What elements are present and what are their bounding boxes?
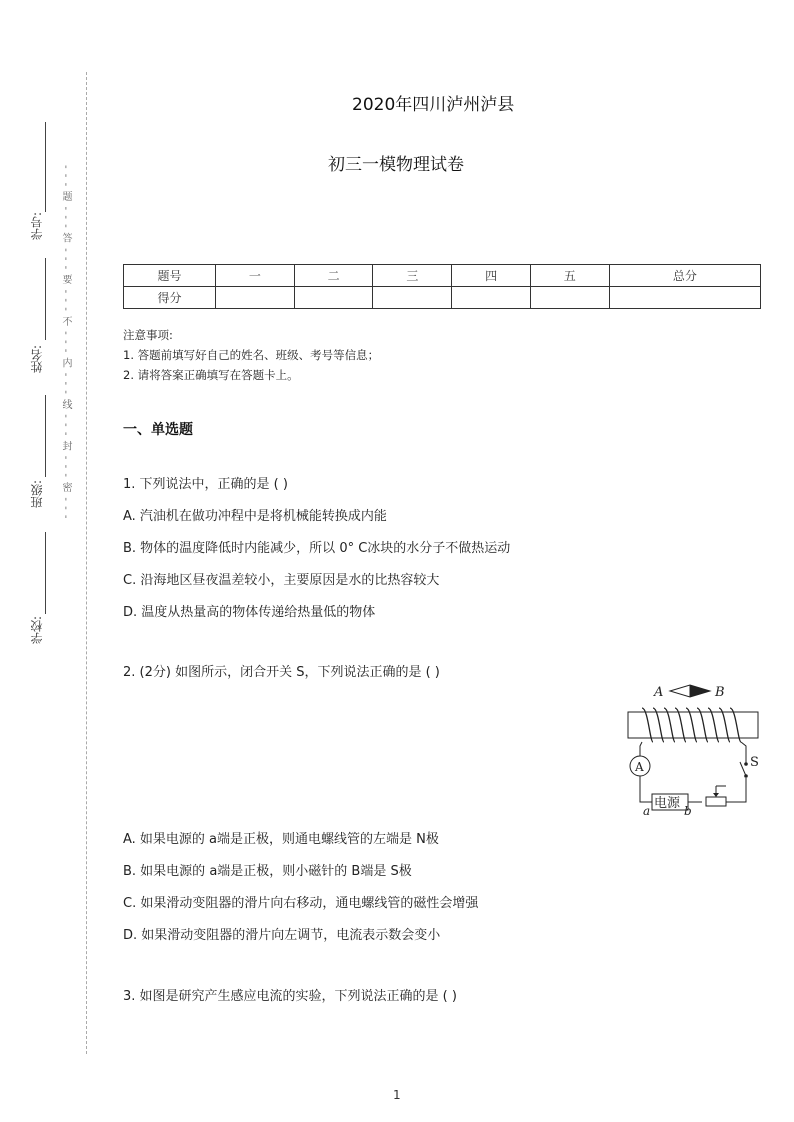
notice-item: 2. 请将答案正确填写在答题卡上。 (123, 368, 299, 382)
notice-item: 1. 答题前填写好自己的姓名、班级、考号等信息； (123, 348, 380, 362)
question-option: B. 物体的温度降低时内能减少，所以 0° C冰块的水分子不做热运动 (123, 541, 511, 556)
seal-dashed-line (86, 72, 87, 1054)
score-input-cell (530, 287, 609, 309)
solenoid-circuit-figure (620, 678, 770, 820)
exam-title: 2020年四川泸州泸县 (352, 95, 515, 115)
question-option: B. 如果电源的 a端是正极，则小磁针的 B端是 S极 (123, 864, 412, 879)
score-table-cell: 二 (294, 265, 373, 287)
terminal-b-label: b (684, 804, 692, 818)
terminal-a-label: a (643, 804, 651, 818)
rheostat (706, 797, 726, 806)
question-option: A. 汽油机在做功冲程中是将机械能转换成内能 (123, 509, 387, 524)
score-table-cell: 总分 (609, 265, 760, 287)
section-heading: 一、单选题 (123, 422, 193, 438)
school-label: 学校: (30, 616, 44, 645)
needle-fill (690, 685, 710, 697)
name-label: 姓名: (30, 345, 44, 374)
notice-title: 注意事项: (123, 328, 173, 342)
question-option: D. 温度从热量高的物体传递给热量低的物体 (123, 605, 376, 620)
power-source-label: 电源 (654, 796, 681, 811)
needle-label-a: A (654, 685, 664, 700)
ammeter-label: A (635, 760, 644, 774)
score-input-cell (294, 287, 373, 309)
score-table-cell: 四 (452, 265, 531, 287)
exam-subtitle: 初三一模物理试卷 (328, 155, 464, 175)
score-input-cell (452, 287, 531, 309)
seal-line-text: - - - 题 - - - 答 - - - 要 - - - 不 - - - 内 - - - 线 - - - 封 - - - 密 - - - (60, 165, 71, 520)
score-row-label: 得分 (124, 287, 216, 309)
question-option: C. 沿海地区昼夜温差较小，主要原因是水的比热容较大 (123, 573, 440, 588)
score-table-score-row (124, 287, 761, 309)
switch-contact (744, 762, 748, 766)
question-stem: 1. 下列说法中，正确的是 ( ) (123, 477, 288, 492)
score-table-cell: 五 (530, 265, 609, 287)
question-option: D. 如果滑动变阻器的滑片向左调节，电流表示数会变小 (123, 928, 441, 943)
score-table (123, 264, 761, 309)
class-label: 班级: (30, 480, 44, 509)
notice-block (123, 325, 379, 385)
question-stem: 2. (2分) 如图所示，闭合开关 S，下列说法正确的是 ( ) (123, 665, 440, 680)
score-table-cell: 一 (216, 265, 295, 287)
score-table-cell: 三 (373, 265, 452, 287)
question-stem: 3. 如图是研究产生感应电流的实验，下列说法正确的是 ( ) (123, 989, 457, 1004)
student-id-label: 学号: (30, 212, 44, 241)
binding-line (45, 258, 46, 340)
question-option: C. 如果滑动变阻器的滑片向右移动，通电螺线管的磁性会增强 (123, 896, 479, 911)
score-input-cell (373, 287, 452, 309)
circuit-wires (640, 742, 746, 802)
binding-line (45, 122, 46, 212)
binding-line (45, 395, 46, 477)
score-input-cell (216, 287, 295, 309)
score-input-cell (609, 287, 760, 309)
solenoid-coil (642, 708, 741, 742)
score-table-cell: 题号 (124, 265, 216, 287)
switch-label: S (750, 755, 759, 770)
question-option: A. 如果电源的 a端是正极，则通电螺线管的左端是 N极 (123, 832, 439, 847)
rheostat-slider-arrow (713, 793, 719, 797)
needle-label-b: B (715, 685, 725, 700)
score-table-header-row (124, 265, 761, 287)
page-number: 1 (393, 1088, 401, 1102)
binding-line (45, 532, 46, 614)
